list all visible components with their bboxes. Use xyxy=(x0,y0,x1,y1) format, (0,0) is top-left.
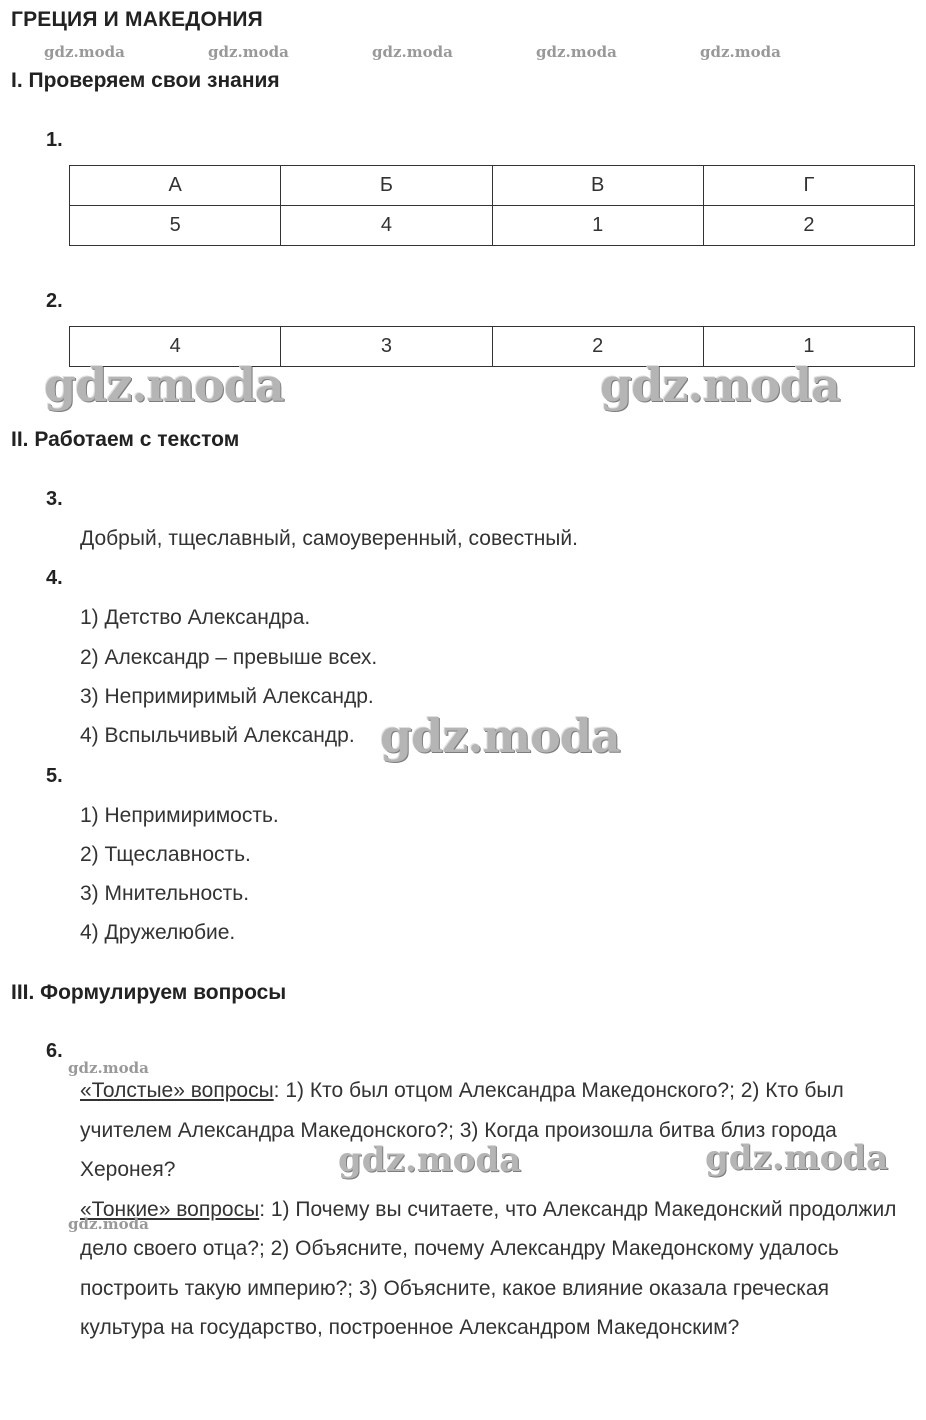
thick-questions xyxy=(80,1071,900,1348)
list-item: 3) Мнительность. xyxy=(80,882,250,905)
table-cell: 2 xyxy=(703,206,914,246)
table-cell: 1 xyxy=(492,206,703,246)
table-row xyxy=(70,166,915,206)
table-header-cell: Г xyxy=(703,166,914,206)
table-cell: 2 xyxy=(492,327,703,367)
table-cell: 4 xyxy=(70,327,281,367)
answer-text: Добрый, тщеславный, самоуверенный, совестный. xyxy=(80,527,578,550)
watermark: gdz.moda xyxy=(68,1059,149,1077)
watermark: gdz.moda xyxy=(380,709,620,763)
table-cell: 4 xyxy=(281,206,492,246)
list-item: 2) Александр – превыше всех. xyxy=(80,646,378,669)
task-number-6: 6. xyxy=(46,1040,63,1062)
thin-questions-text: : 1) Почему вы считаете, что Александр Македонский продолжил дело своего отца?; 2) Объясните, почему Александру Македонскому удалось построить такую империю?; 3) Объясните, какое влияние оказала греческая культура на государство, построенное Александром Македонским? xyxy=(80,1197,897,1339)
list-item: 1) Детство Александра. xyxy=(80,606,311,629)
section-heading-2: II. Работаем с текстом xyxy=(11,428,240,451)
page-title: ГРЕЦИЯ И МАКЕДОНИЯ xyxy=(11,8,263,31)
table-header-cell: Б xyxy=(281,166,492,206)
watermark: gdz.moda xyxy=(338,1140,522,1180)
table-cell: 1 xyxy=(703,327,914,367)
watermark: gdz.moda xyxy=(208,43,289,61)
thick-questions-label: «Толстые» вопросы xyxy=(80,1079,274,1102)
list-item: 1) Непримиримость. xyxy=(80,804,279,827)
list-item: 3) Непримиримый Александр. xyxy=(80,685,374,708)
task-number-3: 3. xyxy=(46,488,63,510)
answer-table-1 xyxy=(69,165,915,246)
table-header-cell: В xyxy=(492,166,703,206)
watermark: gdz.moda xyxy=(44,358,284,412)
task-number-2: 2. xyxy=(46,290,63,312)
list-item: 2) Тщеславность. xyxy=(80,843,251,866)
section-heading-3: III. Формулируем вопросы xyxy=(11,981,287,1004)
task-number-1: 1. xyxy=(46,129,63,151)
watermark: gdz.moda xyxy=(536,43,617,61)
table-header-cell: А xyxy=(70,166,281,206)
thin-questions-label: «Тонкие» вопросы xyxy=(80,1197,260,1221)
watermark: gdz.moda xyxy=(68,1215,149,1233)
watermark: gdz.moda xyxy=(600,358,840,412)
watermark: gdz.moda xyxy=(700,43,781,61)
section-heading-1: I. Проверяем свои знания xyxy=(11,69,280,92)
task-number-4: 4. xyxy=(46,567,63,589)
watermark: gdz.moda xyxy=(705,1138,889,1178)
list-item: 4) Вспыльчивый Александр. xyxy=(80,724,355,747)
watermark: gdz.moda xyxy=(372,43,453,61)
table-row xyxy=(70,206,915,246)
watermark: gdz.moda xyxy=(44,43,125,61)
task-number-5: 5. xyxy=(46,765,63,787)
thick-questions-text: : 1) Кто был отцом Александра Македонского?; 2) Кто был учителем Александра Македонского?; 3) Когда произошла битва близ города Херонея? xyxy=(80,1079,844,1181)
list-item: 4) Дружелюбие. xyxy=(80,921,236,944)
table-cell: 5 xyxy=(70,206,281,246)
table-cell: 3 xyxy=(281,327,492,367)
